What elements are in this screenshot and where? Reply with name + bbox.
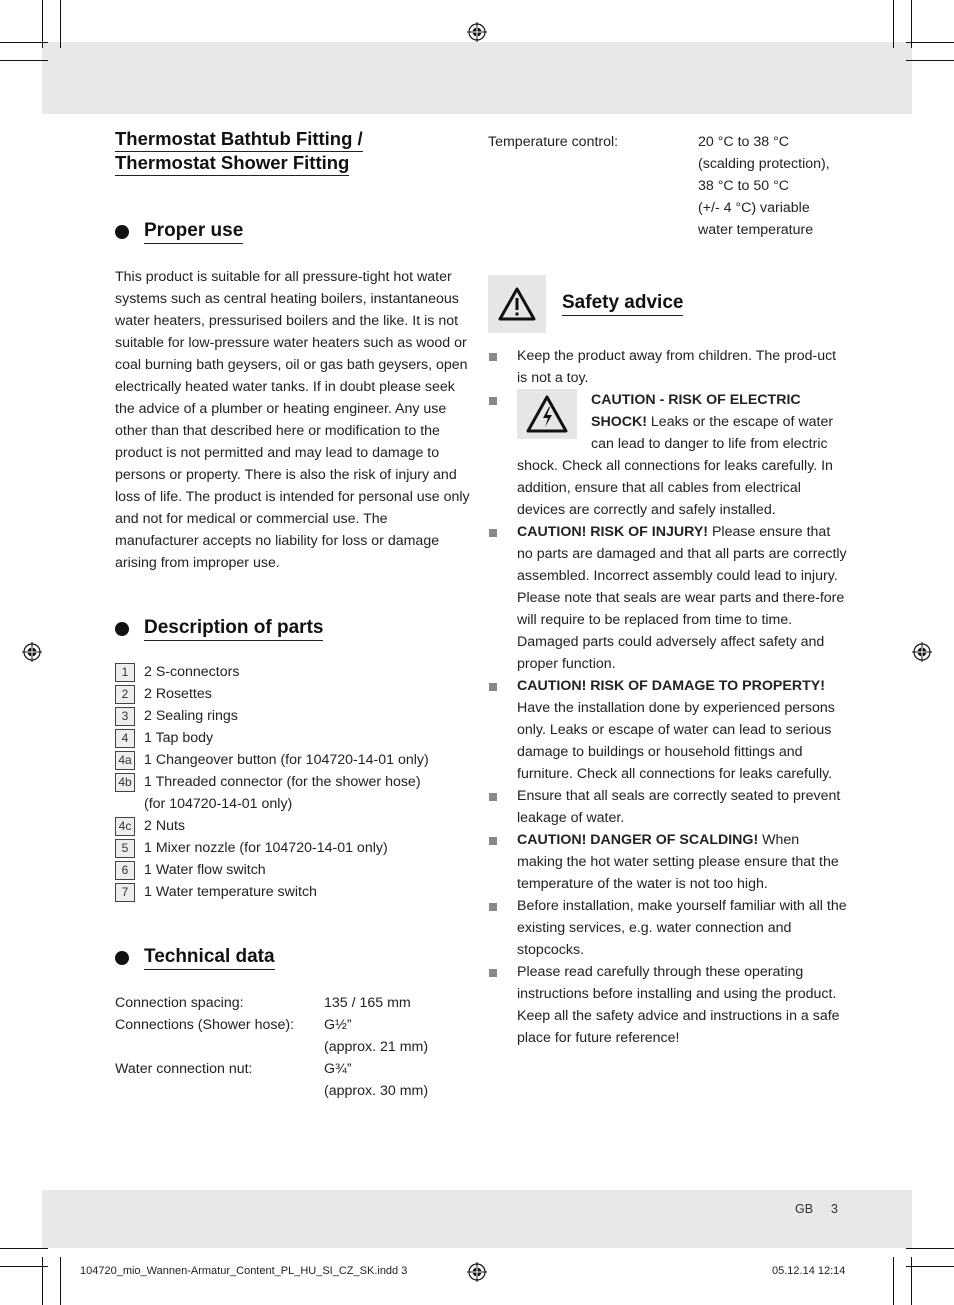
part-number: 6 [115,861,135,880]
part-number: 4 [115,729,135,748]
bullet-square-icon [489,837,497,845]
list-item: 4b 1 Threaded connector (for the shower hose) [115,771,470,793]
registration-mark-icon [467,22,487,42]
part-number: 4a [115,751,135,770]
list-item: CAUTION! DANGER OF SCALDING! When making the hot water setting please ensure that the temperature of the water is not too high. [488,829,848,895]
list-item: CAUTION! RISK OF INJURY! Please ensure that no parts are damaged and that all parts are correctly assembled. Incorrect assembly could lead to injury. Please note that seals are wear parts and there-fore will require to be replaced from time to time. Damaged parts could adversely affect safety and proper function. [488,521,848,675]
parts-heading: Description of parts [115,617,470,641]
right-column [488,131,848,1049]
registration-mark-icon [467,1262,487,1282]
list-item-continued: (for 104720-14-01 only) [144,796,293,812]
safety-list [488,345,848,1049]
list-item: 4a 1 Changeover button (for 104720-14-01 only) [115,749,470,771]
slug-date: 05.12.14 12:14 [772,1265,846,1277]
list-item: 3 2 Sealing rings [115,705,470,727]
list-item: Keep the product away from children. The prod-uct is not a toy. [488,345,848,389]
list-item: 7 1 Water temperature switch [115,881,470,903]
list-item: CAUTION - RISK OF ELECTRIC SHOCK! Leaks or the escape of water can lead to danger to life from electric shock. Check all connections for leaks carefully. In addition, ensure that all cables from electrical devices are correctly and safely installed. [488,389,848,521]
bullet-square-icon [489,529,497,537]
list-item: 1 2 S-connectors [115,661,470,683]
bullet-dot-icon [115,622,129,636]
list-item: 4c 2 Nuts [115,815,470,837]
list-item: 6 1 Water flow switch [115,859,470,881]
bullet-square-icon [489,353,497,361]
part-number: 3 [115,707,135,726]
list-item: Please read carefully through these operating instructions before installing and using the product. Keep all the safety advice and instructions in a safe place for future reference! [488,961,848,1049]
list-item: CAUTION! RISK OF DAMAGE TO PROPERTY! Have the installation done by experienced persons only. Leaks or escape of water can lead to serious damage to buildings or household fittings and furniture. Check all connections for leaks carefully. [488,675,848,785]
part-number: 7 [115,883,135,902]
list-item: 2 2 Rosettes [115,683,470,705]
safety-heading: Safety advice [562,292,683,316]
temperature-control: Temperature control: 20 °C to 38 °C (scalding protection), 38 °C to 50 °C (+/- 4 °C) variable water temperature [488,134,830,238]
bullet-square-icon [489,397,497,405]
bullet-square-icon [489,793,497,801]
registration-mark-icon [22,642,42,662]
table-row: (approx. 30 mm) [324,1083,429,1099]
part-number: 2 [115,685,135,704]
bullet-square-icon [489,683,497,691]
table-row: Water connection nut: G¾” [115,1061,352,1077]
table-row: (approx. 21 mm) [324,1039,429,1055]
list-item: Before installation, make yourself familiar with all the existing services, e.g. water connection and stopcocks. [488,895,848,961]
part-number: 4b [115,773,135,792]
slug-filename: 104720_mio_Wannen-Armatur_Content_PL_HU_SI_CZ_SK.indd 3 [80,1265,408,1277]
page-number: GB 3 [794,1202,838,1216]
part-number: 4c [115,817,135,836]
document-title: Thermostat Bathtub Fitting / Thermostat Shower Fitting [115,128,470,176]
list-item: 5 1 Mixer nozzle (for 104720-14-01 only) [115,837,470,859]
left-column [115,128,470,1102]
bullet-dot-icon [115,951,129,965]
bullet-square-icon [489,903,497,911]
proper-use-heading: Proper use [115,220,470,244]
header-band [42,42,912,114]
parts-list [115,661,470,903]
part-number: 1 [115,663,135,682]
table-row: Connections (Shower hose): G½” [115,1017,352,1033]
technical-table [115,992,470,1102]
part-number: 5 [115,839,135,858]
table-row: Connection spacing: 135 / 165 mm [115,995,411,1011]
safety-header [488,275,848,333]
list-item: 4 1 Tap body [115,727,470,749]
list-item: Ensure that all seals are correctly seated to prevent leakage of water. [488,785,848,829]
footer-band [42,1190,912,1248]
registration-mark-icon [912,642,932,662]
electric-shock-warning-icon [517,389,577,439]
proper-use-text: This product is suitable for all pressure-tight hot water systems such as central heating boilers, instantaneous water heaters, pressurised boilers and the like. It is not suitable for low-pressure water heaters such as wood or coal burning bath geysers, oil or gas bath geysers, open electrically heated water tanks. If in doubt please seek the advice of a plumber or heating engineer. Any use other than that described here or modification to the product is not permitted and may lead to damage to persons or property. There is also the risk of injury and loss of life. The product is intended for personal use only and not for medical or commercial use. The manufacturer accepts no liability for loss or damage arising from improper use. [115,269,470,571]
warning-triangle-icon [488,275,546,333]
bullet-square-icon [489,969,497,977]
bullet-dot-icon [115,225,129,239]
technical-heading: Technical data [115,946,470,970]
